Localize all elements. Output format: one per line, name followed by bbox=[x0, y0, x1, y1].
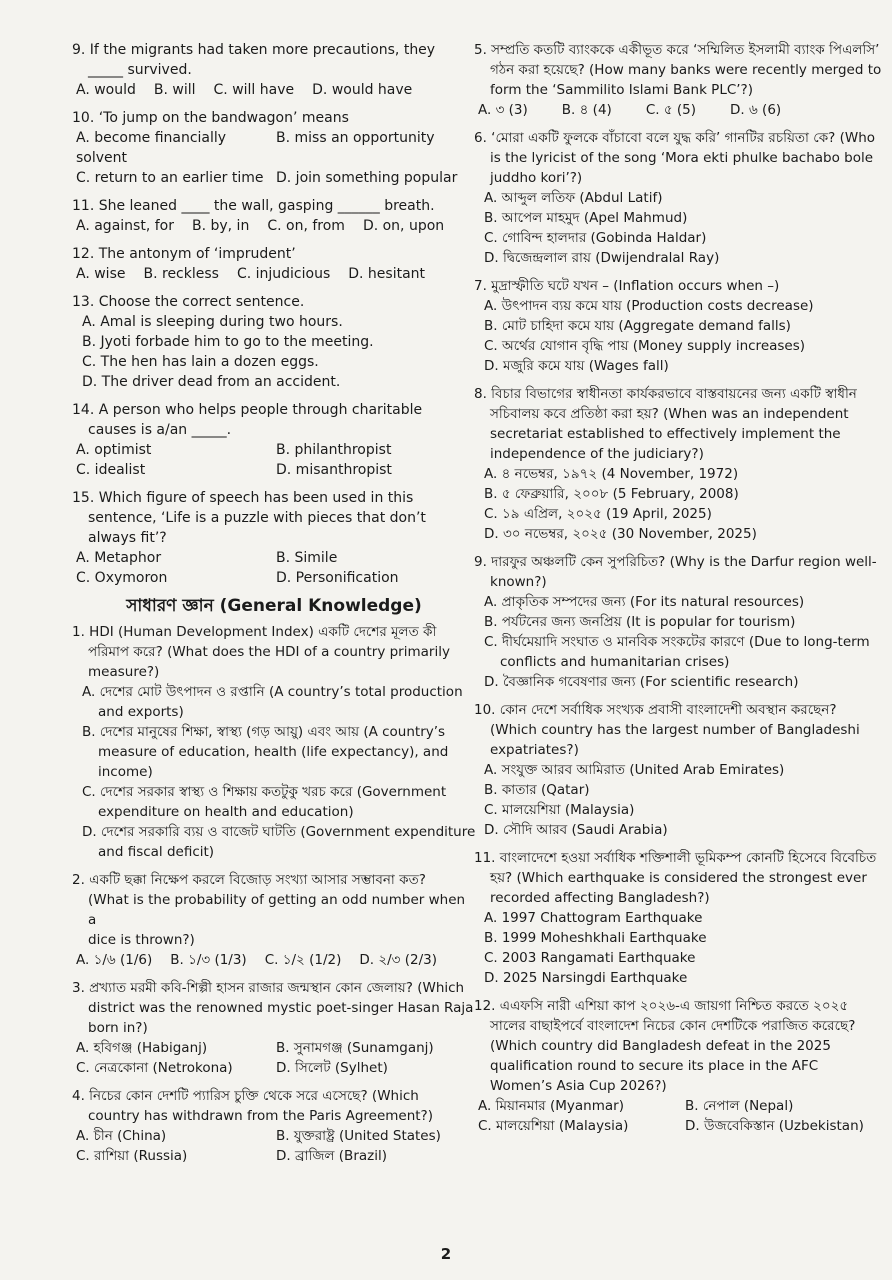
option-b: B. Simile bbox=[276, 550, 338, 566]
gk-question-3 bbox=[72, 978, 476, 1078]
option-a: A. দেশের মোট উৎপাদন ও রপ্তানি (A country’s total production and exports) bbox=[82, 684, 463, 720]
gk-question-11 bbox=[474, 848, 892, 988]
option-d: D. The driver dead from an accident. bbox=[82, 374, 341, 390]
option-a: A. প্রাকৃতিক সম্পদের জন্য (For its natural resources) bbox=[484, 594, 805, 610]
option-b: B. ৪ (4) bbox=[561, 102, 612, 118]
option-d: D. Personification bbox=[276, 570, 399, 586]
option-c: C. অর্থের যোগান বৃদ্ধি পায় (Money supply increases) bbox=[484, 338, 806, 354]
question-11 bbox=[72, 196, 476, 236]
question-stem: 5. সম্প্রতি কতটি ব্যাংককে একীভূত করে ‘সম্মিলিত ইসলামী ব্যাংক পিএলসি’ গঠন করা হয়েছে? (How many banks were recently merged to form the ‘Sammilito Islami Bank PLC’?) bbox=[474, 42, 882, 98]
option-c: C. দেশের সরকার স্বাস্থ্য ও শিক্ষায় কতটুকু খরচ করে (Government expenditure on health and education) bbox=[82, 784, 447, 820]
option-d: D. সৌদি আরব (Saudi Arabia) bbox=[484, 822, 668, 838]
option-d: D. বৈজ্ঞানিক গবেষণার জন্য (For scientific research) bbox=[484, 674, 799, 690]
option-d: D. সিলেট (Sylhet) bbox=[276, 1060, 388, 1076]
option-a: A. optimist bbox=[76, 442, 152, 458]
question-10 bbox=[72, 108, 476, 188]
gk-question-1 bbox=[72, 622, 476, 862]
option-a: A. ৪ নভেম্বর, ১৯৭২ (4 November, 1972) bbox=[484, 466, 739, 482]
option-d: D. ৬ (6) bbox=[730, 102, 782, 118]
option-b: B. miss an opportunity bbox=[276, 130, 435, 146]
option-c: C. The hen has lain a dozen eggs. bbox=[82, 354, 319, 370]
options bbox=[474, 592, 892, 692]
question-stem: 6. ‘মোরা একটি ফুলকে বাঁচাবো বলে যুদ্ধ করি’ গানটির রচয়িতা কে? (Who is the lyricist of the song ‘Mora ekti phulke bachabo bole juddho kori’?) bbox=[474, 130, 876, 186]
question-stem: 11. She leaned ____ the wall, gasping ______ breath. bbox=[72, 198, 435, 214]
option-a: A. ৩ (3) bbox=[478, 102, 528, 118]
option-a: A. ১/৬ (1/6) bbox=[76, 952, 153, 968]
question-15 bbox=[72, 488, 476, 588]
option-a: A. উৎপাদন ব্যয় কমে যায় (Production costs decrease) bbox=[484, 298, 814, 314]
option-b: B. Jyoti forbade him to go to the meeting. bbox=[82, 334, 374, 350]
options bbox=[72, 1126, 476, 1166]
question-stem: 10. ‘To jump on the bandwagon’ means bbox=[72, 110, 349, 126]
option-b: B. কাতার (Qatar) bbox=[484, 782, 590, 798]
option-c: C. রাশিয়া (Russia) bbox=[76, 1148, 188, 1164]
option-b: B. আপেল মাহমুদ (Apel Mahmud) bbox=[484, 210, 688, 226]
option-a: A. সংযুক্ত আরব আমিরাত (United Arab Emirates) bbox=[484, 762, 785, 778]
options bbox=[72, 950, 476, 970]
options bbox=[474, 464, 892, 544]
question-stem: 4. নিচের কোন দেশটি প্যারিস চুক্তি থেকে সরে এসেছে? (Which country has withdrawn from the Paris Agreement?) bbox=[72, 1088, 433, 1124]
option-c: C. ১৯ এপ্রিল, ২০২৫ (19 April, 2025) bbox=[484, 506, 712, 522]
option-d: D. উজবেকিস্তান (Uzbekistan) bbox=[685, 1118, 864, 1134]
options bbox=[72, 264, 476, 284]
option-d: D. মজুরি কমে যায় (Wages fall) bbox=[484, 358, 669, 374]
option-d: D. misanthropist bbox=[276, 462, 392, 478]
question-stem: 12. The antonym of ‘imprudent’ bbox=[72, 246, 296, 262]
option-b: B. মোট চাহিদা কমে যায় (Aggregate demand falls) bbox=[484, 318, 791, 334]
option-b: B. by, in bbox=[191, 218, 250, 234]
option-b: B. ১/৩ (1/3) bbox=[170, 952, 247, 968]
options bbox=[72, 80, 476, 100]
option-d: D. ব্রাজিল (Brazil) bbox=[276, 1148, 387, 1164]
gk-question-9 bbox=[474, 552, 892, 692]
option-b: B. 1999 Moheshkhali Earthquake bbox=[484, 930, 707, 946]
options bbox=[474, 188, 892, 268]
options bbox=[474, 296, 892, 376]
question-stem: 9. If the migrants had taken more precautions, they _____ survived. bbox=[72, 42, 436, 78]
option-a: A. wise bbox=[76, 266, 126, 282]
option-d: D. দ্বিজেন্দ্রলাল রায় (Dwijendralal Ray) bbox=[484, 250, 720, 266]
section-title: সাধারণ জ্ঞান (General Knowledge) bbox=[126, 596, 422, 616]
options bbox=[72, 128, 476, 188]
option-c: C. মালয়েশিয়া (Malaysia) bbox=[484, 802, 635, 818]
gk-question-5 bbox=[474, 40, 892, 120]
gk-question-4 bbox=[72, 1086, 476, 1166]
question-stem: 11. বাংলাদেশে হওয়া সর্বাধিক শক্তিশালী ভূমিকম্প কোনটি হিসেবে বিবেচিত হয়? (Which earthquake is considered the strongest ever recorded affecting Bangladesh?) bbox=[474, 850, 877, 906]
question-stem: 9. দারফুর অঞ্চলটি কেন সুপরিচিত? (Why is the Darfur region well- known?) bbox=[474, 554, 877, 590]
options bbox=[72, 440, 476, 480]
option-d: D. on, upon bbox=[362, 218, 445, 234]
options bbox=[474, 908, 892, 988]
question-stem: 3. প্রখ্যাত মরমী কবি-শিল্পী হাসন রাজার জন্মস্থান কোন জেলায়? (Which district was the renowned mystic poet-singer Hasan Raja born in?) bbox=[72, 980, 474, 1036]
option-a: A. চীন (China) bbox=[76, 1128, 167, 1144]
question-stem: 13. Choose the correct sentence. bbox=[72, 294, 305, 310]
page-number: 2 bbox=[440, 1245, 452, 1263]
options bbox=[474, 760, 892, 840]
option-d: D. দেশের সরকারি ব্যয় ও বাজেট ঘাটতি (Government expenditure and fiscal deficit) bbox=[82, 824, 476, 860]
option-d: D. hesitant bbox=[348, 266, 426, 282]
question-14 bbox=[72, 400, 476, 480]
question-stem: 8. বিচার বিভাগের স্বাধীনতা কার্যকরভাবে বাস্তবায়নের জন্য একটি স্বাধীন সচিবালয় কবে প্রতিষ্ঠা করা হয়? (When was an independent secretariat established to effectively implement the independence of the judiciary?) bbox=[474, 386, 857, 462]
option-c: C. নেত্রকোনা (Netrokona) bbox=[76, 1060, 233, 1076]
option-c: C. 2003 Rangamati Earthquake bbox=[484, 950, 696, 966]
question-stem: 14. A person who helps people through charitable causes is a/an _____. bbox=[72, 402, 423, 438]
options bbox=[474, 100, 892, 120]
question-stem: 7. মুদ্রাস্ফীতি ঘটে যখন – (Inflation occurs when –) bbox=[474, 278, 780, 294]
option-c: C. on, from bbox=[267, 218, 345, 234]
gk-question-10 bbox=[474, 700, 892, 840]
gk-question-8 bbox=[474, 384, 892, 544]
gk-question-2 bbox=[72, 870, 476, 970]
option-d: D. ৩০ নভেম্বর, ২০২৫ (30 November, 2025) bbox=[484, 526, 757, 542]
options bbox=[72, 548, 476, 588]
option-a: A. would bbox=[76, 82, 136, 98]
option-c: C. return to an earlier time bbox=[76, 170, 264, 186]
option-c: C. মালয়েশিয়া (Malaysia) bbox=[478, 1118, 629, 1134]
options bbox=[72, 216, 476, 236]
option-a: A. Amal is sleeping during two hours. bbox=[82, 314, 343, 330]
option-a: A. against, for bbox=[76, 218, 174, 234]
left-column bbox=[72, 40, 476, 1174]
option-c: C. ৫ (5) bbox=[645, 102, 696, 118]
option-b: B. will bbox=[153, 82, 196, 98]
option-b: B. reckless bbox=[143, 266, 219, 282]
option-a: A. হবিগঞ্জ (Habiganj) bbox=[76, 1040, 208, 1056]
option-c: C. injudicious bbox=[236, 266, 331, 282]
option-a: A. Metaphor bbox=[76, 550, 162, 566]
option-d: D. would have bbox=[312, 82, 413, 98]
options bbox=[72, 682, 476, 862]
gk-question-6 bbox=[474, 128, 892, 268]
question-12 bbox=[72, 244, 476, 284]
options bbox=[474, 1096, 892, 1136]
question-13 bbox=[72, 292, 476, 392]
gk-question-7 bbox=[474, 276, 892, 376]
option-a: A. আব্দুল লতিফ (Abdul Latif) bbox=[484, 190, 663, 206]
option-a: A. মিয়ানমার (Myanmar) bbox=[478, 1098, 624, 1114]
question-stem: 10. কোন দেশে সর্বাধিক সংখ্যক প্রবাসী বাংলাদেশী অবস্থান করছেন? (Which country has the largest number of Bangladeshi expatriates?) bbox=[474, 702, 860, 758]
option-c: C. ১/২ (1/2) bbox=[264, 952, 342, 968]
option-c: C. idealist bbox=[76, 462, 146, 478]
option-c: C. দীর্ঘমেয়াদি সংঘাত ও মানবিক সংকটের কারণে (Due to long-term conflicts and humanitarian crises) bbox=[484, 634, 870, 670]
options bbox=[72, 312, 476, 392]
gk-question-12 bbox=[474, 996, 892, 1136]
question-stem: 12. এএফসি নারী এশিয়া কাপ ২০২৬-এ জায়গা নিশ্চিত করতে ২০২৫ সালের বাছাইপর্বে বাংলাদেশ নিচের কোন দেশটিকে পরাজিত করেছে? (Which country did Bangladesh defeat in the 2025 qualification round to secure its place in the AFC Women’s Asia Cup 2026?) bbox=[474, 998, 856, 1094]
option-a: A. 1997 Chattogram Earthquake bbox=[484, 910, 703, 926]
option-b: B. ৫ ফেব্রুয়ারি, ২০০৮ (5 February, 2008) bbox=[484, 486, 739, 502]
option-b: B. philanthropist bbox=[276, 442, 392, 458]
options bbox=[72, 1038, 476, 1078]
option-d: D. join something popular bbox=[276, 170, 458, 186]
option-c: C. গোবিন্দ হালদার (Gobinda Haldar) bbox=[484, 230, 707, 246]
option-a: A. become financially solvent bbox=[76, 130, 227, 166]
option-d: D. ২/৩ (2/3) bbox=[359, 952, 437, 968]
option-d: D. 2025 Narsingdi Earthquake bbox=[484, 970, 688, 986]
option-b: B. সুনামগঞ্জ (Sunamganj) bbox=[276, 1040, 434, 1056]
option-b: B. দেশের মানুষের শিক্ষা, স্বাস্থ্য (গড় আয়ু) এবং আয় (A country’s measure of education, health (life expectancy), and income) bbox=[82, 724, 449, 780]
question-stem: 2. একটি ছক্কা নিক্ষেপ করলে বিজোড় সংখ্যা আসার সম্ভাবনা কত? (What is the probability of getting an odd number when a dice is thrown?) bbox=[72, 872, 466, 948]
question-9 bbox=[72, 40, 476, 100]
option-b: B. যুক্তরাষ্ট্র (United States) bbox=[276, 1128, 441, 1144]
option-b: B. পর্যটনের জন্য জনপ্রিয় (It is popular for tourism) bbox=[484, 614, 796, 630]
question-stem: 15. Which figure of speech has been used in this sentence, ‘Life is a puzzle with pieces that don’t always fit’? bbox=[72, 490, 426, 546]
right-column bbox=[474, 40, 892, 1144]
question-stem: 1. HDI (Human Development Index) একটি দেশের মূলত কী পরিমাপ করে? (What does the HDI of a country primarily measure?) bbox=[72, 624, 450, 680]
option-c: C. Oxymoron bbox=[76, 570, 168, 586]
option-c: C. will have bbox=[213, 82, 295, 98]
option-b: B. নেপাল (Nepal) bbox=[685, 1098, 794, 1114]
